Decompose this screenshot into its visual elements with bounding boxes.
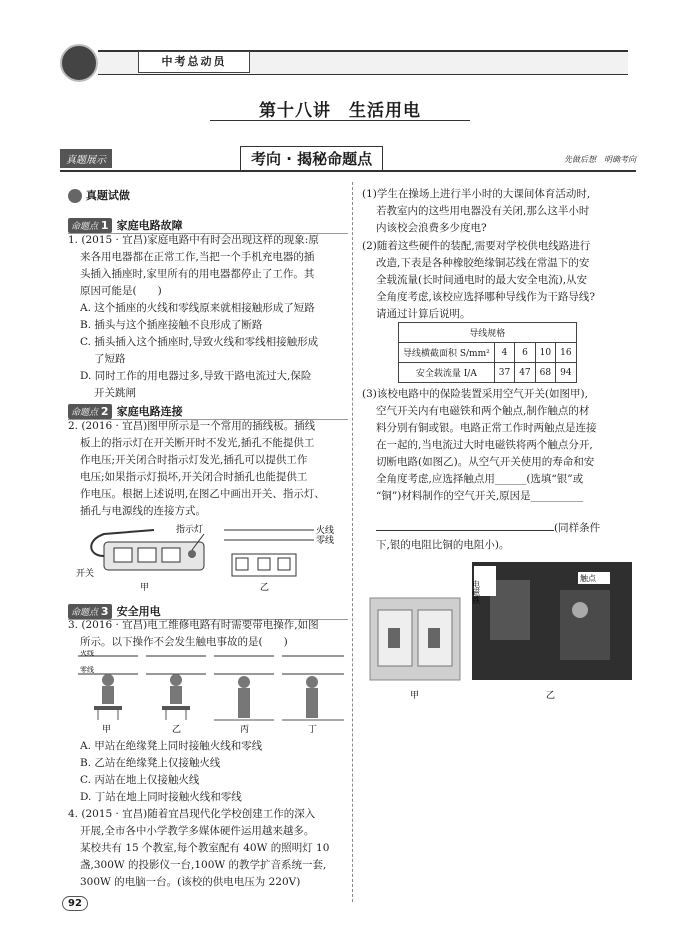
q2-figure [74, 520, 350, 594]
socket-2 [138, 548, 156, 562]
series-label: 中考总动员 [138, 51, 250, 73]
column-divider [352, 182, 353, 902]
panel-ding [282, 656, 344, 735]
svg-text:丙: 丙 [240, 725, 250, 735]
svg-text:丁: 丁 [308, 725, 318, 735]
socket-3 [162, 548, 180, 562]
page-number: 92 [62, 896, 88, 911]
svg-text:甲: 甲 [102, 725, 112, 735]
point-heading-1: 命题点 1 家庭电路故障 [68, 214, 348, 234]
svg-text:乙: 乙 [172, 725, 182, 735]
row-label: 导线横截面积 S/mm² [399, 343, 495, 363]
banner-title: 考向 · 揭秘命题点 [240, 146, 383, 171]
q3-neutral-label: 零线 [80, 666, 94, 674]
fig-jia-label: 甲 [140, 583, 150, 593]
section-label: 真题试做 [68, 187, 130, 203]
q4: 4. (2015 · 宜昌)随着宜昌现代化学校创建工作的深入 开展,全市各中小学教学多媒体硬件运用越来越多。 某校共有 15 个教室,每个教室配有 40W 的照明灯 10 盏,300W 的投影仪一台,100W 的教学扩音系统一套, 300W 的电脑一台。(该校的供电电压为 220V) [68, 808, 330, 888]
panel-bing [214, 656, 274, 735]
answer-blank[interactable] [376, 518, 554, 531]
panel-yi [146, 656, 206, 735]
fig-yi: 乙 [546, 691, 556, 701]
page-title: 第十八讲 生活用电 [259, 101, 421, 121]
q4-part3: (3)该校电路中的保险装置采用空气开关(如图甲), 空气开关内有电磁铁和两个触点,制作触点的材 料分别有铜或银。电路正常工作时两触点是连接 在一起的,当电流过大时电磁铁将两个触点分开, 切断电路(如图乙)。从空气开关使用的寿命和安 全角度考虑,应选择触点用______(选填“银”或 “铜”)材料制作的空气开关,原因是__________ [362, 388, 597, 502]
q4-answer-line: (同样条件 下,银的电阻比铜的电阻小)。 [376, 518, 636, 554]
point-badge: 命题点 1 [68, 218, 112, 233]
q3-options: A. 甲站在绝缘凳上同时接触火线和零线 B. 乙站在绝缘凳上仅接触火线 C. 丙站在地上仅接触火线 D. 丁站在地上同时接触火线和零线 [80, 740, 263, 803]
q4-part2: (2)随着这些硬件的装配,需要对学校供电线路进行 改造,下表是各种橡胶绝缘铜芯线在常温下的安 全载流量(长时间通电时的最大安全电流),从安 全角度考虑,该校应选择哪种导线作为干路导线? 请通过计算后说明。 [362, 240, 595, 320]
contact-label: 触点 [580, 574, 596, 583]
breaker-photo-jia [366, 584, 466, 702]
q3-figure [74, 650, 350, 736]
banner-left-tag: 真题展示 [60, 149, 112, 168]
point-heading-3: 命题点 3 安全用电 [68, 600, 348, 620]
q3: 3. (2016 · 宜昌)电工维修电路有时需要带电操作,如图 所示。以下操作不会发生触电事故的是( ) [68, 619, 319, 648]
socket-1 [114, 548, 132, 562]
q2: 2. (2016 · 宜昌)图甲所示是一个常用的插线板。插线 板上的指示灯在开关断开时不发光,插孔不能提供工 作电压;开关闭合时指示灯发光,插孔可以提供工作 电压;如果指示灯损坏,开关闭合时插孔也能提供工 作电压。根据上述说明,在图乙中画出开关、指示灯、 插孔与电源线的连接方式。 [68, 420, 325, 517]
banner [60, 146, 636, 172]
point-heading-2: 命题点 2 家庭电路连接 [68, 400, 348, 420]
indicator-label: 指示灯 [176, 525, 204, 535]
neutral-label: 零线 [316, 536, 335, 546]
em-label: 电磁铁 [471, 580, 481, 604]
table-title: 导线规格 [399, 323, 577, 343]
q1: 1. (2015 · 宜昌)家庭电路中有时会出现这样的现象:原 来各用电器都在正常工作,当把一个手机充电器的插 头插入插座时,家里所有的用电器都停止了工作。其 原因可能是( ) A. 这个插座的火线和零线原来就相接触形成了短路 B. 插头与这个插座接触不良形成了断路 C. 插头插入这个插座时,导致火线和零线相接触形成 了短路 D. 同时工作的用电器过多,导致干路电流过大,保险 开关跳闸 [68, 234, 319, 399]
indicator-light [188, 550, 196, 558]
breaker-photo-yi [470, 560, 640, 702]
q4-part1: (1)学生在操场上进行半小时的大课间体育活动时, 若教室内的这些用电器没有关闭,那么这半小时 内该校会浪费多少度电? [362, 188, 591, 234]
circuit-box [232, 554, 296, 576]
fig-jia: 甲 [410, 691, 420, 701]
q3-live-label: 火线 [80, 650, 94, 657]
section-icon [68, 189, 82, 203]
fig-yi-label: 乙 [260, 583, 270, 593]
banner-right: 先做后想 明确考向 [564, 155, 636, 164]
live-label: 火线 [316, 526, 335, 536]
title-rule [210, 120, 470, 121]
wire-spec-table: 导线规格 导线横截面积 S/mm² 4 6 10 16 安全载流量 I/A 37 47 68 94 [398, 322, 577, 383]
point-badge: 命题点 3 [68, 604, 112, 619]
row-label: 安全载流量 I/A [399, 363, 495, 383]
header-logo [60, 44, 98, 82]
point-badge: 命题点 2 [68, 404, 112, 419]
switch-label: 开关 [76, 569, 95, 579]
